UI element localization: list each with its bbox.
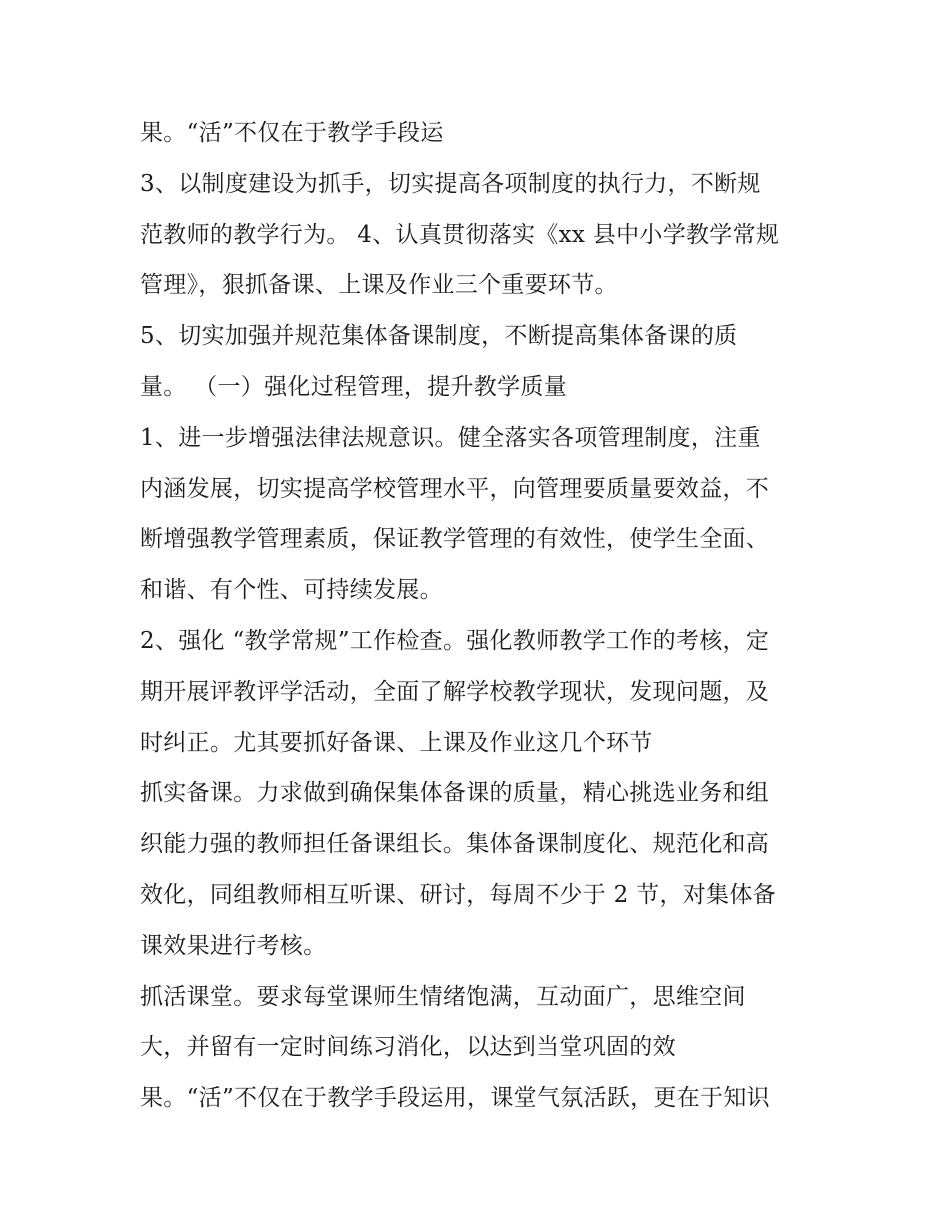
text-line: 2、强化 “教学常规”工作检查。强化教师教学工作的考核，定 — [140, 627, 770, 654]
text-line: 3、以制度建设为抓手，切实提高各项制度的执行力，不断规 — [140, 170, 761, 197]
text-line: 效化，同组教师相互听课、研讨，每周不少于 2 节，对集体备 — [140, 881, 776, 908]
text-line: 大，并留有一定时间练习消化，以达到当堂巩固的效 — [140, 1034, 676, 1061]
text-line: 织能力强的教师担任备课组长。集体备课制度化、规范化和高 — [140, 831, 770, 858]
text-line: 量。 （一）强化过程管理，提升教学质量 — [140, 373, 568, 400]
text-line: 内涵发展，切实提高学校管理水平，向管理要质量要效益，不 — [140, 475, 770, 502]
text-line: 抓活课堂。要求每堂课师生情绪饱满，互动面广，思维空间 — [140, 983, 746, 1010]
text-line: 1、进一步增强法律法规意识。健全落实各项管理制度，注重 — [140, 424, 761, 451]
text-line: 和谐、有个性、可持续发展。 — [140, 577, 443, 604]
document-body — [140, 108, 820, 1124]
text-line: 课效果进行考核。 — [140, 932, 327, 959]
text-line: 期开展评教评学活动，全面了解学校教学现状，发现问题，及 — [140, 678, 770, 705]
text-line: 果。“活”不仅在于教学手段运 — [140, 120, 444, 146]
text-line: 断增强教学管理素质，保证教学管理的有效性，使学生全面、 — [140, 526, 770, 553]
text-line: 时纠正。尤其要抓好备课、上课及作业这几个环节 — [140, 729, 653, 756]
text-line: 5、切实加强并规范集体备课制度，不断提高集体备课的质 — [140, 323, 738, 350]
text-line: 果。“活”不仅在于教学手段运用，课堂气氛活跃，更在于知识 — [140, 1085, 770, 1112]
text-line: 抓实备课。力求做到确保集体备课的质量，精心挑选业务和组 — [140, 780, 770, 807]
text-line: 管理》，狠抓备课、上课及作业三个重要环节。 — [140, 272, 618, 299]
text-line: 范教师的教学行为。 4、认真贯彻落实《xx 县中小学教学常规 — [140, 221, 780, 248]
